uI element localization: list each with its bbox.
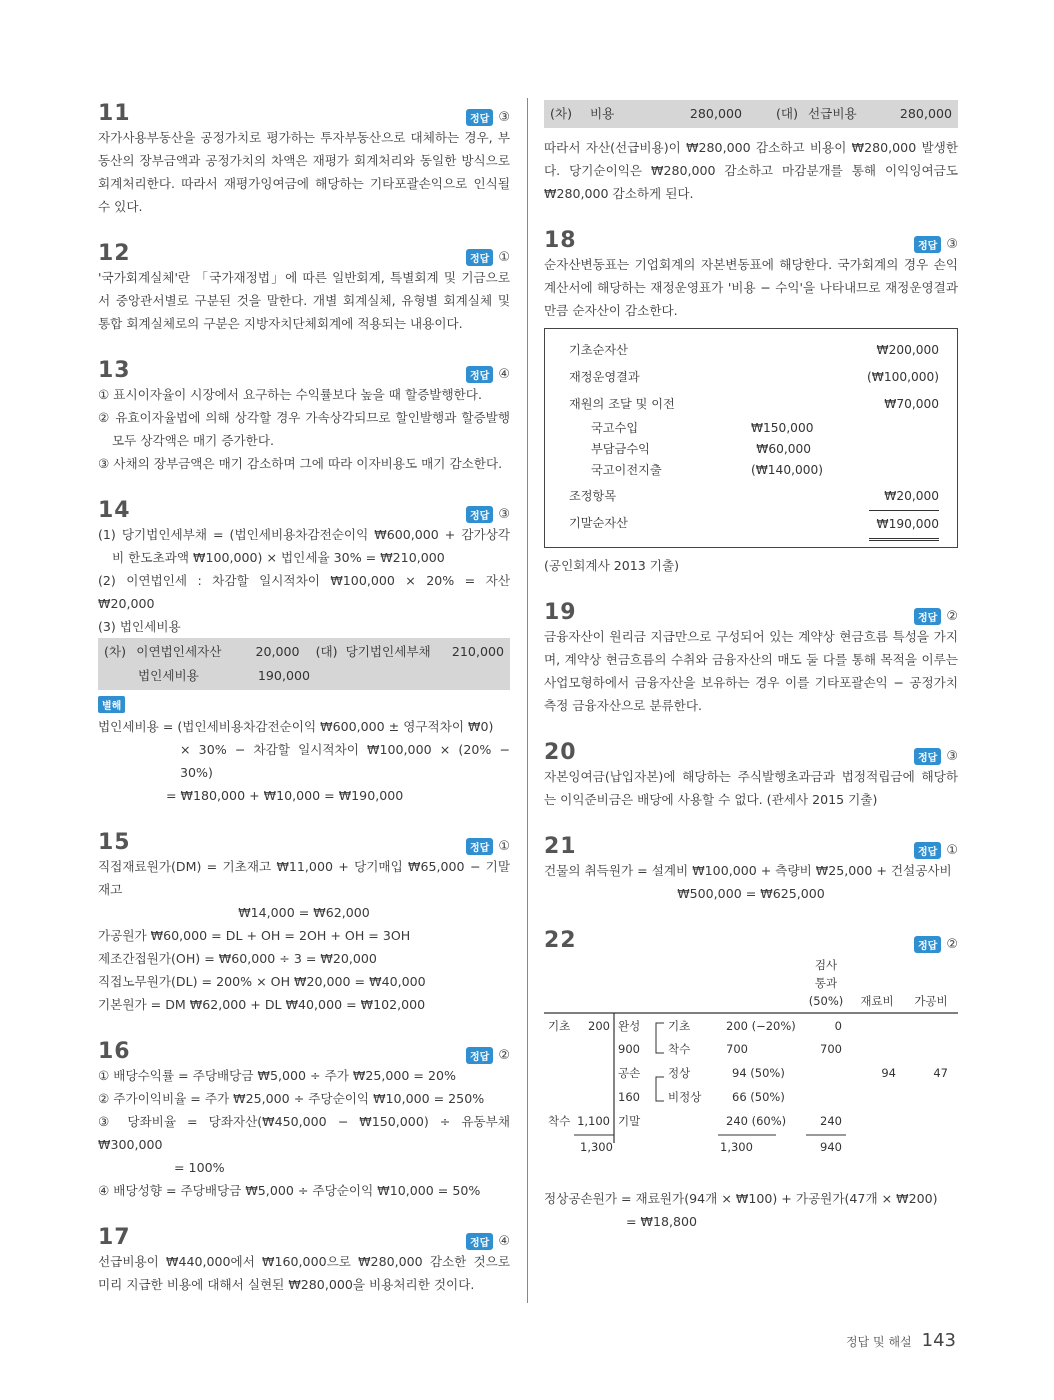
formula-line: 기본원가 = DM ₩62,000 + DL ₩40,000 = ₩102,000 — [98, 997, 426, 1012]
question-number: 17 — [98, 1225, 131, 1250]
question-15 — [98, 825, 510, 1016]
alt-solution-badge: 별해 — [98, 696, 125, 713]
alt-solution-line: 법인세비용 = (법인세비용차감전순이익 ₩600,000 ± 영구적차이 ₩0) — [98, 719, 494, 734]
cell-text: 1,300 — [720, 1140, 753, 1154]
cell-text: 0 — [834, 1019, 842, 1033]
answer-mark — [466, 366, 510, 383]
cell-text: 완성 — [618, 1019, 641, 1033]
answer-value: ② — [498, 1048, 510, 1063]
answer-mark — [466, 1047, 510, 1064]
answer-mark — [914, 236, 958, 253]
cell-text: 200 (−20%) — [726, 1019, 796, 1033]
cell-text: 기초 — [668, 1019, 691, 1033]
answer-mark — [466, 506, 510, 523]
question-11 — [98, 96, 510, 218]
alt-solution-line: × 30% − 차감할 일시적차이 ₩100,000 × (20% − 30%) — [180, 742, 510, 780]
answer-badge: 정답 — [466, 366, 493, 383]
answer-value: ② — [946, 609, 958, 624]
statement-subrow: 국고이전지출 (₩140,000) — [591, 463, 823, 477]
question-12 — [98, 236, 510, 335]
answer-mark — [466, 249, 510, 266]
footer-label: 정답 및 해설 — [846, 1335, 912, 1349]
right-column — [544, 96, 958, 1251]
answer-badge: 정답 — [466, 506, 493, 523]
journal-entry: (차) 비용 280,000 (대) 선급비용 280,000 — [544, 100, 958, 128]
answer-value: ③ — [498, 507, 510, 522]
answer-mark — [914, 608, 958, 625]
answer-badge: 정답 — [466, 109, 493, 126]
header-text: 검사 — [814, 958, 838, 972]
cell-text: 기말 — [618, 1114, 641, 1128]
cell-text: 1,300 — [580, 1140, 613, 1154]
cell-text: 94 (50%) — [732, 1066, 785, 1080]
page-number: 143 — [921, 1330, 956, 1351]
explanation-text: 자본잉여금(납입자본)에 해당하는 주식발행초과금과 법정적립금에 해당하는 이익준비금은 배당에 사용할 수 없다. (관세사 2015 기출) — [544, 769, 958, 807]
question-19 — [544, 595, 958, 717]
list-item: ③ 당좌비율 = 당좌자산(₩450,000 − ₩150,000) ÷ 유동부채 ₩300,000 — [98, 1114, 510, 1152]
journal-entry: (차) 이연법인세자산 20,000 (대) 당기법인세부채 210,000 법인세비용 190,000 — [98, 638, 510, 690]
header-text: 가공비 — [914, 994, 948, 1008]
cell-text: 66 (50%) — [732, 1090, 785, 1104]
question-number: 16 — [98, 1039, 131, 1064]
question-number: 13 — [98, 358, 131, 383]
statement-subrow: 국고수입 ₩150,000 — [591, 421, 814, 435]
answer-value: ④ — [498, 367, 510, 382]
list-item: ① 표시이자율이 시장에서 요구하는 수익률보다 높을 때 할증발행한다. — [98, 387, 482, 402]
list-item: ④ 배당성향 = 주당배당금 ₩5,000 ÷ 주당순이익 ₩10,000 = 50% — [98, 1183, 481, 1198]
cell-text: 700 — [820, 1042, 842, 1056]
cell-text: 700 — [726, 1042, 748, 1056]
header-text: 재료비 — [860, 994, 894, 1008]
question-number: 19 — [544, 600, 577, 625]
answer-value: ④ — [498, 1234, 510, 1249]
answer-badge: 정답 — [914, 842, 941, 859]
formula-line: 직접노무원가(DL) = 200% × OH ₩20,000 = ₩40,000 — [98, 974, 426, 989]
answer-badge: 정답 — [466, 1047, 493, 1064]
answer-badge: 정답 — [466, 249, 493, 266]
list-item: (2) 이연법인세 : 차감할 일시적차이 ₩100,000 × 20% = 자산 ₩20,000 — [98, 573, 510, 611]
answer-mark — [914, 842, 958, 859]
answer-mark — [914, 936, 958, 953]
question-number: 22 — [544, 928, 577, 953]
formula-line: = ₩18,800 — [626, 1214, 698, 1229]
cell-text: 정상 — [668, 1066, 691, 1080]
answer-badge: 정답 — [914, 608, 941, 625]
list-item: ② 유효이자율법에 의해 상각할 경우 가속상각되므로 할인발행과 할증발행 모두 상각액은 매기 증가한다. — [98, 410, 510, 448]
answer-value: ③ — [946, 749, 958, 764]
answer-value: ③ — [498, 110, 510, 125]
formula-line: ₩500,000 = ₩625,000 — [677, 886, 825, 901]
answer-mark — [466, 838, 510, 855]
answer-badge: 정답 — [914, 236, 941, 253]
cell-text: 200 — [588, 1019, 610, 1033]
explanation-text: 자가사용부동산을 공정가치로 평가하는 투자부동산으로 대체하는 경우, 부동산의 장부금액과 공정가치의 차액은 재평가 회계처리와 동일한 방식으로 회계처리한다. 따라서 재평가잉여금에 해당하는 기타포괄손익으로 인식될 수 있다. — [98, 130, 510, 214]
question-18 — [544, 223, 958, 577]
bracket — [656, 1023, 664, 1053]
answer-mark — [466, 109, 510, 126]
statement-row: 재정운영결과 (₩100,000) — [569, 370, 939, 384]
source-note: (공인회계사 2013 기출) — [544, 558, 680, 573]
question-number: 14 — [98, 498, 131, 523]
cell-text: 공손 — [618, 1066, 641, 1080]
cell-text: 900 — [618, 1042, 640, 1056]
answer-mark — [914, 748, 958, 765]
statement-row: 기말순자산 ₩190,000 — [569, 510, 939, 541]
question-number: 11 — [98, 101, 131, 126]
answer-badge: 정답 — [466, 838, 493, 855]
answer-value: ① — [498, 250, 510, 265]
formula-line: 제조간접원가(OH) = ₩60,000 ÷ 3 = ₩20,000 — [98, 951, 377, 966]
question-22 — [544, 923, 958, 1233]
formula-line: 건물의 취득원가 = 설계비 ₩100,000 + 측량비 ₩25,000 + 건설공사비 — [544, 863, 952, 878]
cell-text: 240 — [820, 1114, 842, 1128]
cell-text: 94 — [881, 1066, 896, 1080]
question-16 — [98, 1034, 510, 1202]
header-text: 통과 — [814, 976, 838, 990]
cell-text: 160 — [618, 1090, 640, 1104]
left-column — [98, 96, 510, 1314]
net-asset-statement — [544, 328, 958, 548]
cell-text: 1,100 — [577, 1114, 610, 1128]
page-footer — [846, 1330, 956, 1351]
list-item: ② 주가이익비율 = 주가 ₩25,000 ÷ 주당순이익 ₩10,000 = 250% — [98, 1091, 485, 1106]
question-14 — [98, 493, 510, 807]
answer-badge: 정답 — [914, 936, 941, 953]
statement-subrow: 부담금수익 ₩60,000 — [591, 442, 811, 456]
cell-text: 240 (60%) — [726, 1114, 787, 1128]
question-20 — [544, 735, 958, 811]
formula-line: 정상공손원가 = 재료원가(94개 × ₩100) + 가공원가(47개 × ₩200) — [544, 1191, 938, 1206]
explanation-text: 순자산변동표는 기업회계의 자본변동표에 해당한다. 국가회계의 경우 손익계산서에 해당하는 재정운영표가 '비용 − 수익'을 나타내므로 재정운영결과만큼 순자산이 감소한다. — [544, 257, 958, 318]
question-13 — [98, 353, 510, 475]
explanation-text: 선급비용이 ₩440,000에서 ₩160,000으로 ₩280,000 감소한 것으로 미리 지급한 비용에 대해서 실현된 ₩280,000을 비용처리한 것이다. — [98, 1254, 510, 1292]
question-number: 18 — [544, 228, 577, 253]
statement-row: 조정항목 ₩20,000 — [569, 489, 939, 503]
list-item: ③ 사채의 장부금액은 매기 감소하며 그에 따라 이자비용도 매기 감소한다. — [98, 456, 503, 471]
alt-solution-line: = ₩180,000 + ₩10,000 = ₩190,000 — [166, 788, 404, 803]
formula-line: 가공원가 ₩60,000 = DL + OH = 2OH + OH = 3OH — [98, 928, 411, 943]
list-item: ① 배당수익률 = 주당배당금 ₩5,000 ÷ 주가 ₩25,000 = 20% — [98, 1068, 456, 1083]
bracket — [656, 1077, 664, 1101]
statement-row: 재원의 조달 및 이전 ₩70,000 — [569, 397, 939, 411]
cell-text: 비정상 — [668, 1090, 702, 1104]
cell-text: 착수 — [548, 1114, 571, 1128]
question-number: 15 — [98, 830, 131, 855]
formula-line: 직접재료원가(DM) = 기초재고 ₩11,000 + 당기매입 ₩65,000 − 기말재고 — [98, 859, 510, 897]
column-divider — [527, 98, 528, 1303]
formula-line: ₩14,000 = ₩62,000 — [238, 905, 370, 920]
cell-text: 47 — [933, 1066, 948, 1080]
list-item: (3) 법인세비용 — [98, 619, 181, 634]
answer-badge: 정답 — [914, 748, 941, 765]
explanation-text: 금융자산이 원리금 지급만으로 구성되어 있는 계약상 현금흐름 특성을 가지며, 계약상 현금흐름의 수취와 금융자산의 매도 둘 다를 통해 목적을 이루는 사업모형하에서 금융자산을 보유하는 경우 이를 기타포괄손익 − 공정가치 측정 금융자산으로 분류한다. — [544, 629, 958, 713]
cell-text: 기초 — [548, 1019, 571, 1033]
explanation-text: 따라서 자산(선급비용)이 ₩280,000 감소하고 비용이 ₩280,000 발생한다. 당기순이익은 ₩280,000 감소하고 마감분개를 통해 이익잉여금도 ₩280,000 감소하게 된다. — [544, 140, 958, 201]
explanation-text: '국가회계실체'란 「국가재정법」에 따른 일반회계, 특별회계 및 기금으로서 중앙관서별로 구분된 것을 말한다. 개별 회계실체, 유형별 회계실체 및 통합 회계실체로의 구분은 지방자치단체회계에 적용되는 내용이다. — [98, 270, 510, 331]
spoilage-flow-table — [544, 953, 958, 1183]
answer-mark — [466, 1233, 510, 1250]
answer-value: ① — [946, 843, 958, 858]
cell-text: 착수 — [668, 1042, 691, 1056]
header-text: (50%) — [808, 994, 844, 1008]
answer-badge: 정답 — [466, 1233, 493, 1250]
question-number: 21 — [544, 834, 577, 859]
cell-text: 940 — [820, 1140, 842, 1154]
question-number: 20 — [544, 740, 577, 765]
question-21 — [544, 829, 958, 905]
answer-value: ③ — [946, 237, 958, 252]
question-17 — [98, 1220, 510, 1296]
list-item: = 100% — [174, 1160, 225, 1175]
question-number: 12 — [98, 241, 131, 266]
statement-row: 기초순자산 ₩200,000 — [569, 343, 939, 357]
answer-value: ② — [946, 937, 958, 952]
answer-value: ① — [498, 839, 510, 854]
list-item: (1) 당기법인세부채 = (법인세비용차감전순이익 ₩600,000 + 감가상각비 한도초과액 ₩100,000) × 법인세율 30% = ₩210,000 — [98, 527, 510, 565]
